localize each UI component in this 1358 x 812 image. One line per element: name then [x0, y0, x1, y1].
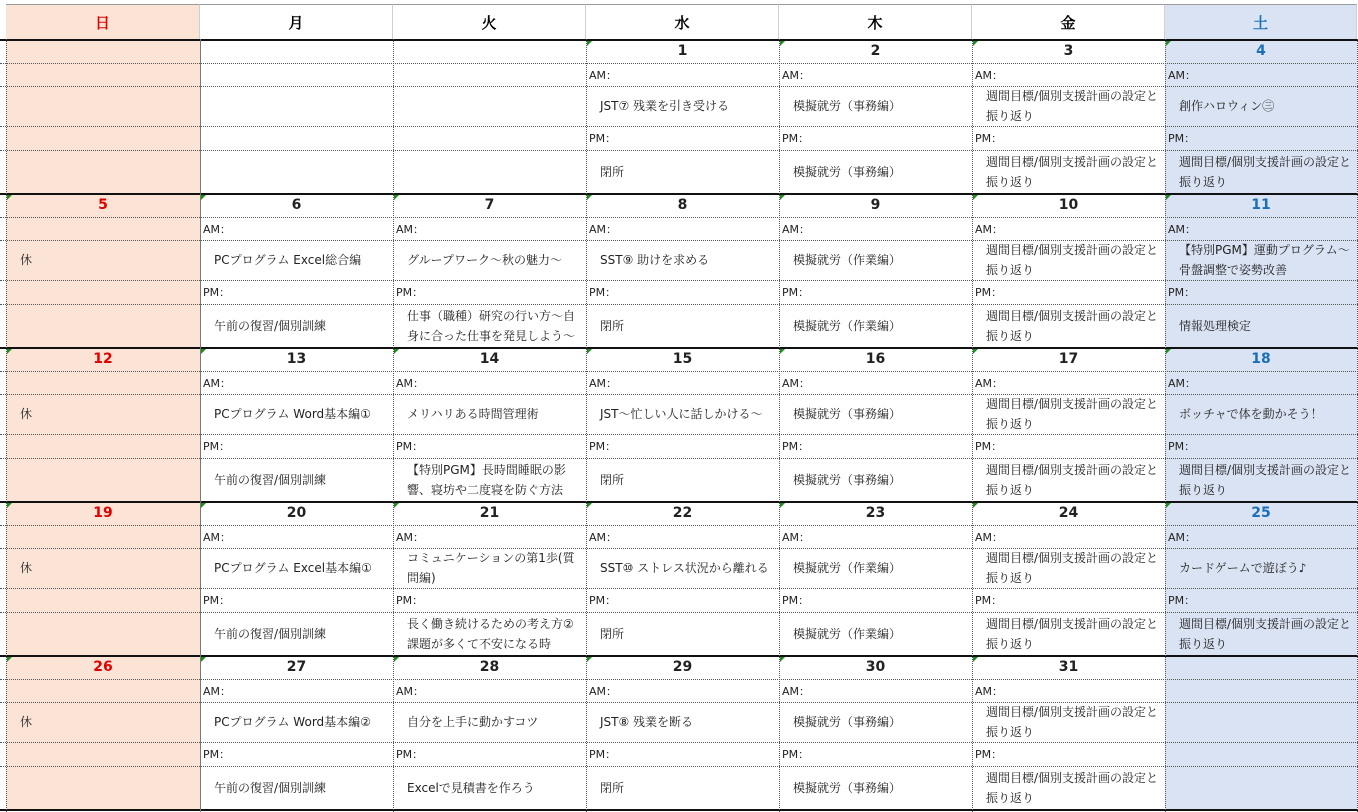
am-label: AM：	[396, 222, 425, 236]
day-number: 14	[479, 351, 500, 367]
day-number: 29	[672, 659, 693, 675]
day-number: 22	[672, 505, 693, 521]
am-label: AM：	[782, 376, 811, 390]
pm-activity: 模擬就労（作業編）	[793, 626, 902, 641]
pm-label: PM：	[1168, 440, 1196, 453]
pm-label: PM：	[589, 286, 617, 299]
am-label: AM：	[203, 684, 232, 698]
am-label: AM：	[203, 376, 232, 390]
am-label: AM：	[782, 222, 811, 236]
am-activity: ボッチャで体を動かそう！	[1179, 407, 1323, 421]
pm-label: PM：	[203, 748, 231, 761]
am-label: AM：	[782, 684, 811, 698]
pm-activity: 週間目標/個別支援計画の設定と振り返り	[986, 616, 1159, 651]
am-activity: 週間目標/個別支援計画の設定と振り返り	[986, 705, 1159, 739]
day-number: 2	[870, 43, 881, 59]
am-label: AM：	[589, 684, 618, 698]
am-activity: 週間目標/個別支援計画の設定と振り返り	[986, 397, 1159, 431]
am-label: AM：	[589, 68, 618, 82]
pm-label: PM：	[396, 286, 424, 299]
day-number: 28	[479, 659, 500, 675]
am-label: AM：	[589, 530, 618, 544]
pm-activity: 閉所	[600, 780, 625, 795]
pm-label: PM：	[589, 440, 617, 453]
day-number: 19	[93, 505, 113, 521]
pm-activity: 長く働き続けるための考え方②課題が多くて不安になる時	[407, 616, 574, 651]
am-activity: JST～忙しい人に話しかける～	[600, 407, 763, 421]
row-divider	[0, 371, 1358, 372]
column-divider	[1165, 39, 1166, 812]
pm-activity: 週間目標/個別支援計画の設定と振り返り	[986, 154, 1159, 189]
day-number: 27	[286, 659, 307, 675]
pm-label: PM：	[782, 132, 810, 145]
cell-note-marker	[587, 503, 592, 508]
row-divider	[0, 150, 1358, 151]
pm-label: PM：	[782, 286, 810, 299]
holiday-label: 休	[20, 561, 33, 575]
cell-note-marker	[1166, 349, 1171, 354]
am-activity: 模擬就労（作業編）	[793, 561, 902, 575]
cell-note-marker	[201, 657, 206, 662]
cell-note-marker	[780, 503, 785, 508]
am-activity: 模擬就労（事務編）	[793, 99, 902, 113]
am-activity: 創作ハロウィン㊂	[1179, 99, 1275, 113]
day-number: 9	[870, 197, 881, 213]
column-divider	[779, 39, 780, 812]
pm-activity: 午前の復習/個別訓練	[214, 472, 327, 487]
day-number: 8	[677, 197, 688, 213]
weekday-header: 月	[200, 4, 393, 39]
cell-note-marker	[973, 657, 978, 662]
am-label: AM：	[589, 222, 618, 236]
row-divider	[0, 525, 1358, 526]
weekday-header: 水	[586, 4, 779, 39]
pm-activity: 閉所	[600, 472, 625, 487]
day-number: 21	[479, 505, 500, 521]
pm-label: PM：	[396, 748, 424, 761]
am-activity: JST⑧ 残業を断る	[600, 715, 694, 729]
week-divider	[0, 655, 1358, 657]
pm-activity: 週間目標/個別支援計画の設定と振り返り	[1179, 154, 1352, 189]
pm-activity: 閉所	[600, 318, 625, 333]
cell-note-marker	[7, 657, 12, 662]
am-activity: SST⑩ ストレス状況から離れる	[600, 561, 769, 575]
weekday-header: 土	[1165, 4, 1357, 39]
pm-label: PM：	[589, 594, 617, 607]
pm-activity: 【特別PGM】長時間睡眠の影響、寝坊や二度寝を防ぐ方法	[407, 462, 566, 497]
row-divider	[0, 126, 1358, 127]
pm-label: PM：	[1168, 594, 1196, 607]
cell-note-marker	[587, 349, 592, 354]
am-activity: グループワーク～秋の魅力～	[407, 253, 563, 267]
cell-note-marker	[7, 503, 12, 508]
pm-label: PM：	[1168, 132, 1196, 145]
cell-note-marker	[587, 195, 592, 200]
cell-note-marker	[973, 195, 978, 200]
cell-note-marker	[1166, 41, 1171, 46]
pm-activity: 午前の復習/個別訓練	[214, 780, 327, 795]
pm-activity: 模擬就労（事務編）	[793, 164, 902, 179]
holiday-label: 休	[20, 407, 33, 421]
am-activity: メリハリある時間管理術	[407, 407, 539, 421]
cell-note-marker	[780, 657, 785, 662]
am-label: AM：	[975, 376, 1004, 390]
am-activity: PCプログラム Word基本編②	[214, 715, 371, 729]
am-label: AM：	[396, 376, 425, 390]
pm-activity: 模擬就労（作業編）	[793, 318, 902, 333]
am-activity: 【特別PGM】運動プログラム～骨盤調整で姿勢改善	[1179, 243, 1350, 277]
row-divider	[0, 548, 1358, 549]
am-label: AM：	[975, 530, 1004, 544]
cell-note-marker	[780, 349, 785, 354]
pm-label: PM：	[203, 594, 231, 607]
day-number: 11	[1251, 197, 1271, 213]
holiday-label: 休	[20, 253, 33, 267]
row-divider	[0, 280, 1358, 281]
cell-note-marker	[201, 349, 206, 354]
cell-note-marker	[394, 503, 399, 508]
day-number: 26	[93, 659, 113, 675]
pm-activity: 週間目標/個別支援計画の設定と振り返り	[1179, 462, 1352, 497]
column-divider	[972, 39, 973, 812]
am-label: AM：	[1168, 376, 1197, 390]
am-activity: JST⑦ 残業を引き受ける	[600, 99, 730, 113]
cell-note-marker	[394, 195, 399, 200]
header-divider	[0, 39, 1358, 41]
am-label: AM：	[396, 684, 425, 698]
day-number: 31	[1058, 659, 1079, 675]
cell-note-marker	[973, 41, 978, 46]
pm-activity: Excelで見積書を作ろう	[407, 780, 535, 795]
cell-note-marker	[780, 195, 785, 200]
am-activity: 模擬就労（作業編）	[793, 253, 902, 267]
day-number: 18	[1251, 351, 1271, 367]
day-number: 13	[286, 351, 307, 367]
cell-note-marker	[201, 503, 206, 508]
week-divider	[0, 501, 1358, 503]
pm-activity: 週間目標/個別支援計画の設定と振り返り	[986, 308, 1159, 343]
cell-note-marker	[780, 41, 785, 46]
weekday-header: 金	[972, 4, 1165, 39]
day-number: 16	[865, 351, 886, 367]
row-divider	[0, 742, 1358, 743]
day-number: 10	[1058, 197, 1079, 213]
pm-label: PM：	[975, 132, 1003, 145]
pm-label: PM：	[589, 748, 617, 761]
pm-label: PM：	[782, 594, 810, 607]
pm-label: PM：	[589, 132, 617, 145]
week-divider	[0, 193, 1358, 195]
bottom-border	[0, 809, 1358, 811]
pm-label: PM：	[782, 748, 810, 761]
cell-note-marker	[7, 195, 12, 200]
am-activity: 模擬就労（事務編）	[793, 715, 902, 729]
cell-note-marker	[394, 349, 399, 354]
pm-activity: 午前の復習/個別訓練	[214, 318, 327, 333]
pm-label: PM：	[975, 748, 1003, 761]
day-number: 30	[865, 659, 886, 675]
cell-note-marker	[587, 657, 592, 662]
am-label: AM：	[589, 376, 618, 390]
am-activity: 週間目標/個別支援計画の設定と振り返り	[986, 89, 1159, 123]
day-number: 5	[98, 197, 108, 213]
day-number: 1	[677, 43, 688, 59]
week-divider	[0, 347, 1358, 349]
day-number: 6	[291, 197, 302, 213]
day-number: 7	[484, 197, 495, 213]
day-number: 17	[1058, 351, 1079, 367]
weekday-header: 木	[779, 4, 972, 39]
row-divider	[0, 434, 1358, 435]
row-divider	[0, 394, 1358, 395]
cell-note-marker	[1166, 195, 1171, 200]
pm-activity: 週間目標/個別支援計画の設定と振り返り	[1179, 616, 1352, 651]
am-label: AM：	[1168, 68, 1197, 82]
cell-note-marker	[7, 349, 12, 354]
day-number: 24	[1058, 505, 1079, 521]
pm-label: PM：	[396, 594, 424, 607]
row-divider	[0, 63, 1358, 64]
cell-note-marker	[201, 195, 206, 200]
cell-note-marker	[1166, 503, 1171, 508]
pm-activity: 模擬就労（事務編）	[793, 780, 902, 795]
day-number: 15	[672, 351, 693, 367]
am-activity: 自分を上手に動かすコツ	[407, 715, 539, 729]
column-divider	[393, 39, 394, 812]
am-activity: PCプログラム Word基本編①	[214, 407, 371, 421]
column-divider	[200, 39, 201, 812]
cell-note-marker	[973, 503, 978, 508]
am-activity: コミュニケーションの第1歩(質問編)	[407, 551, 575, 585]
pm-activity: 情報処理検定	[1179, 318, 1252, 333]
pm-activity: 模擬就労（事務編）	[793, 472, 902, 487]
pm-label: PM：	[396, 440, 424, 453]
am-label: AM：	[975, 68, 1004, 82]
day-number: 3	[1063, 43, 1074, 59]
pm-label: PM：	[203, 286, 231, 299]
column-divider	[586, 39, 587, 812]
row-divider	[0, 766, 1358, 767]
am-label: AM：	[203, 222, 232, 236]
cell-note-marker	[394, 657, 399, 662]
am-activity: PCプログラム Excel基本編①	[214, 561, 372, 575]
column-divider	[6, 39, 7, 812]
pm-activity: 午前の復習/個別訓練	[214, 626, 327, 641]
am-activity: カードゲームで遊ぼう♪	[1179, 561, 1307, 575]
am-label: AM：	[782, 530, 811, 544]
row-divider	[0, 612, 1358, 613]
am-label: AM：	[203, 530, 232, 544]
am-label: AM：	[975, 684, 1004, 698]
cell-note-marker	[587, 41, 592, 46]
pm-activity: 閉所	[600, 164, 625, 179]
am-label: AM：	[396, 530, 425, 544]
am-activity: 週間目標/個別支援計画の設定と振り返り	[986, 243, 1159, 277]
am-label: AM：	[782, 68, 811, 82]
pm-activity: 週間目標/個別支援計画の設定と振り返り	[986, 770, 1159, 805]
pm-label: PM：	[782, 440, 810, 453]
pm-activity: 仕事（職種）研究の行い方～自身に合った仕事を発見しよう～	[407, 308, 576, 343]
pm-label: PM：	[975, 440, 1003, 453]
am-label: AM：	[975, 222, 1004, 236]
row-divider	[0, 240, 1358, 241]
am-label: AM：	[1168, 222, 1197, 236]
cell-note-marker	[973, 349, 978, 354]
am-activity: SST⑨ 助けを求める	[600, 253, 710, 267]
pm-label: PM：	[1168, 286, 1196, 299]
row-divider	[0, 679, 1358, 680]
day-number: 25	[1251, 505, 1271, 521]
am-activity: 週間目標/個別支援計画の設定と振り返り	[986, 551, 1159, 585]
row-divider	[0, 458, 1358, 459]
pm-label: PM：	[203, 440, 231, 453]
row-divider	[0, 217, 1358, 218]
pm-activity: 週間目標/個別支援計画の設定と振り返り	[986, 462, 1159, 497]
row-divider	[0, 86, 1358, 87]
holiday-label: 休	[20, 715, 33, 729]
pm-label: PM：	[975, 594, 1003, 607]
row-divider	[0, 304, 1358, 305]
weekday-header: 火	[393, 4, 586, 39]
row-divider	[0, 702, 1358, 703]
am-label: AM：	[1168, 530, 1197, 544]
row-divider	[0, 588, 1358, 589]
day-number: 23	[865, 505, 886, 521]
day-number: 4	[1256, 43, 1266, 59]
am-activity: PCプログラム Excel総合編	[214, 253, 362, 267]
weekday-header: 日	[6, 4, 200, 39]
day-number: 12	[93, 351, 113, 367]
am-activity: 模擬就労（事務編）	[793, 407, 902, 421]
pm-label: PM：	[975, 286, 1003, 299]
day-number: 20	[286, 505, 307, 521]
pm-activity: 閉所	[600, 626, 625, 641]
